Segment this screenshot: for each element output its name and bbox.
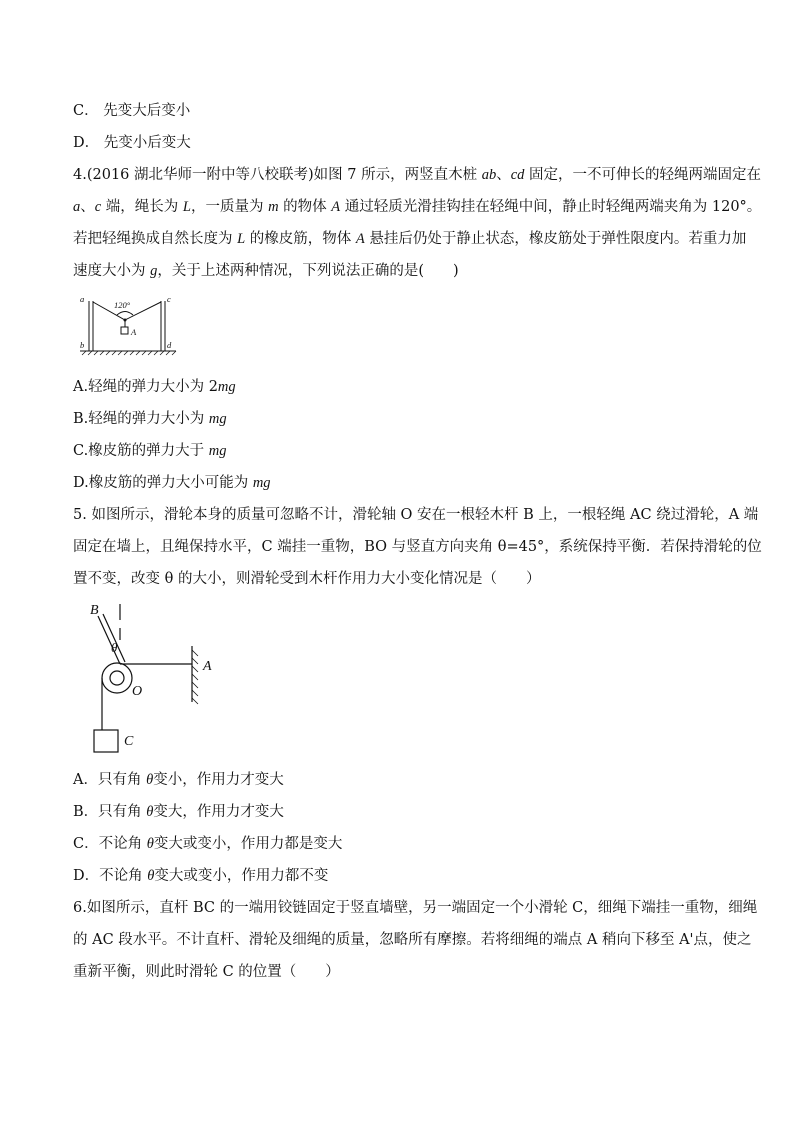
q4-angle-label: 120° (114, 300, 131, 310)
q4-label-b: b (80, 340, 85, 350)
q4-label-c: c (167, 294, 171, 304)
q6-stem-line-3: 重新平衡，则此时滑轮 C 的位置（ ） (73, 964, 340, 980)
q4-stem-line-3: 若把轻绳换成自然长度为 L 的橡皮筋，物体 A 悬挂后仍处于静止状态，橡皮筋处于弹性限度内。若重力加 (73, 231, 747, 247)
q5-label-B: B (90, 603, 99, 618)
q5-option-b: B．只有角 θ变大，作用力才变大 (73, 804, 284, 820)
q4-stem-line-4: 速度大小为 g，关于上述两种情况，下列说法正确的是( ) (73, 263, 459, 279)
q6-stem-line-2: 的 AC 段水平。不计直杆、滑轮及细绳的质量，忽略所有摩擦。若将细绳的端点 A 稍向下移至 A'点，使之 (73, 932, 752, 948)
q5-label-theta: θ (111, 640, 118, 655)
q6-stem-line-1: 6.如图所示，直杆 BC 的一端用铰链固定于竖直墙壁，另一端固定一个小滑轮 C，细绳下端挂一重物，细绳 (73, 900, 758, 916)
q4-option-a: A.轻绳的弹力大小为 2mg (73, 379, 236, 395)
q5-label-O: O (132, 684, 143, 699)
q5-label-C: C (124, 734, 134, 749)
q5-stem-line-2: 固定在墙上，且绳保持水平，C 端挂一重物，BO 与竖直方向夹角 θ=45°，系统保持平衡．若保持滑轮的位 (73, 539, 762, 555)
q4-stem-line-2: a、c 端，绳长为 L，一质量为 m 的物体 A 通过轻质光滑挂钩挂在轻绳中间，静止时轻绳两端夹角为 120°。 (73, 199, 762, 215)
q4-option-d: D.橡皮筋的弹力大小可能为 mg (73, 475, 271, 491)
q5-option-c: C．不论角 θ变大或变小，作用力都是变大 (73, 836, 343, 852)
q5-figure (84, 600, 224, 760)
q5-option-d: D．不论角 θ变大或变小，作用力都不变 (73, 868, 329, 884)
q4-label-a: a (80, 294, 85, 304)
q3-option-c: C． 先变大后变小 (73, 103, 191, 119)
q5-label-A: A (203, 659, 212, 674)
q4-option-c: C.橡皮筋的弹力大于 mg (73, 443, 227, 459)
q4-stem-line-1: 4.(2016 湖北华师一附中等八校联考)如图 7 所示，两竖直木桩 ab、cd 固定，一不可伸长的轻绳两端固定在 (73, 167, 762, 183)
q5-stem-line-3: 置不变，改变 θ 的大小，则滑轮受到木杆作用力大小变化情况是（ ） (73, 571, 541, 587)
q5-stem-line-1: 5. 如图所示，滑轮本身的质量可忽略不计，滑轮轴 O 安在一根轻木杆 B 上，一根轻绳 AC 绕过滑轮，A 端 (73, 507, 759, 523)
q4-label-d: d (167, 340, 172, 350)
q5-option-a: A．只有角 θ变小，作用力才变大 (73, 772, 284, 788)
q3-option-d: D． 先变小后变大 (73, 135, 191, 151)
q4-figure (76, 293, 186, 361)
q4-label-A: A (131, 327, 137, 337)
q4-option-b: B.轻绳的弹力大小为 mg (73, 411, 227, 427)
